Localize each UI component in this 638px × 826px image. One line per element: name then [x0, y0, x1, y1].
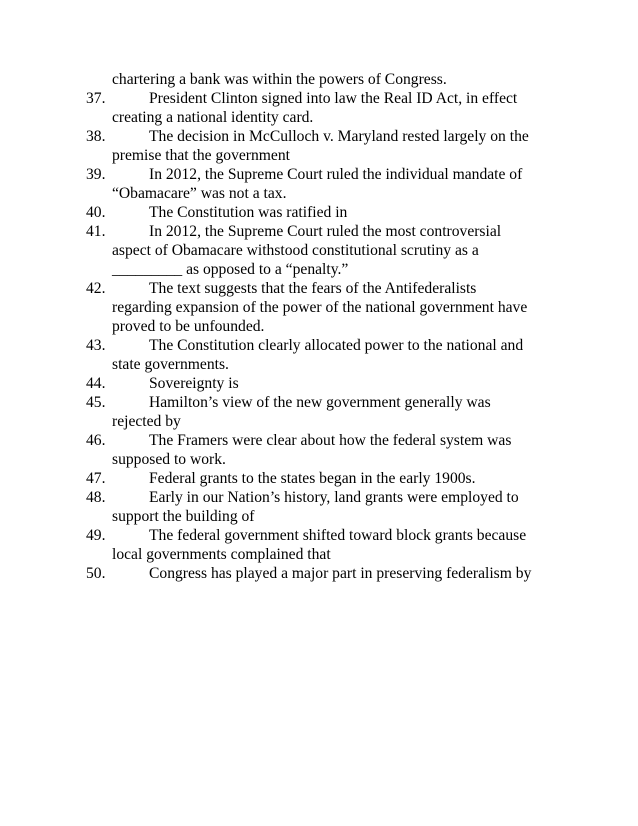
question-number: 42.: [86, 280, 106, 297]
question-number: 49.: [86, 527, 106, 544]
question-46-continuation: [86, 450, 566, 469]
question-42-continuation: [86, 298, 566, 317]
question-42: [86, 279, 566, 298]
question-text: Sovereignty is: [149, 375, 239, 392]
question-39: [86, 165, 566, 184]
question-text: premise that the government: [112, 147, 290, 164]
question-38: [86, 127, 566, 146]
question-list: [86, 70, 566, 583]
question-text: The decision in McCulloch v. Maryland rested largely on the: [149, 128, 529, 145]
question-38-continuation: [86, 146, 566, 165]
question-37: [86, 89, 566, 108]
question-text: The text suggests that the fears of the Antifederalists: [149, 280, 477, 297]
question-43-continuation: [86, 355, 566, 374]
question-text: aspect of Obamacare withstood constitutional scrutiny as a: [112, 242, 479, 259]
question-number: 45.: [86, 394, 106, 411]
question-text: _________ as opposed to a “penalty.”: [112, 261, 349, 278]
question-49: [86, 526, 566, 545]
question-number: 41.: [86, 223, 106, 240]
question-text: Federal grants to the states began in the early 1900s.: [149, 470, 476, 487]
question-text: The federal government shifted toward block grants because: [149, 527, 527, 544]
question-text: “Obamacare” was not a tax.: [112, 185, 287, 202]
question-number: 40.: [86, 204, 106, 221]
question-number: 39.: [86, 166, 106, 183]
question-text: Early in our Nation’s history, land grants were employed to: [149, 489, 519, 506]
question-46: [86, 431, 566, 450]
question-text: The Constitution was ratified in: [149, 204, 348, 221]
question-text: Hamilton’s view of the new government generally was: [149, 394, 491, 411]
question-48: [86, 488, 566, 507]
question-text: supposed to work.: [112, 451, 226, 468]
question-45-continuation: [86, 412, 566, 431]
question-37-continuation: [86, 108, 566, 127]
question-text: creating a national identity card.: [112, 109, 314, 126]
question-number: 44.: [86, 375, 106, 392]
question-text: support the building of: [112, 508, 255, 525]
question-41: [86, 222, 566, 241]
continuation-text: chartering a bank was within the powers of Congress.: [112, 71, 447, 88]
question-text: President Clinton signed into law the Real ID Act, in effect: [149, 90, 518, 107]
question-39-continuation: [86, 184, 566, 203]
question-50: [86, 564, 566, 583]
question-number: 48.: [86, 489, 106, 506]
question-text: In 2012, the Supreme Court ruled the individual mandate of: [149, 166, 523, 183]
question-41-continuation: [86, 260, 566, 279]
question-text: regarding expansion of the power of the national government have: [112, 299, 528, 316]
question-47: [86, 469, 566, 488]
question-number: 38.: [86, 128, 106, 145]
question-49-continuation: [86, 545, 566, 564]
question-42-continuation: [86, 317, 566, 336]
question-40: [86, 203, 566, 222]
continuation-line: [86, 70, 566, 89]
question-text: In 2012, the Supreme Court ruled the most controversial: [149, 223, 502, 240]
question-text: Congress has played a major part in preserving federalism by: [149, 565, 532, 582]
question-text: The Constitution clearly allocated power to the national and: [149, 337, 524, 354]
question-number: 47.: [86, 470, 106, 487]
question-43: [86, 336, 566, 355]
question-number: 43.: [86, 337, 106, 354]
question-44: [86, 374, 566, 393]
question-text: The Framers were clear about how the federal system was: [149, 432, 512, 449]
question-41-continuation: [86, 241, 566, 260]
question-text: state governments.: [112, 356, 229, 373]
question-45: [86, 393, 566, 412]
question-number: 37.: [86, 90, 106, 107]
question-number: 46.: [86, 432, 106, 449]
question-48-continuation: [86, 507, 566, 526]
question-text: rejected by: [112, 413, 181, 430]
question-text: proved to be unfounded.: [112, 318, 265, 335]
question-text: local governments complained that: [112, 546, 331, 563]
question-number: 50.: [86, 565, 106, 582]
